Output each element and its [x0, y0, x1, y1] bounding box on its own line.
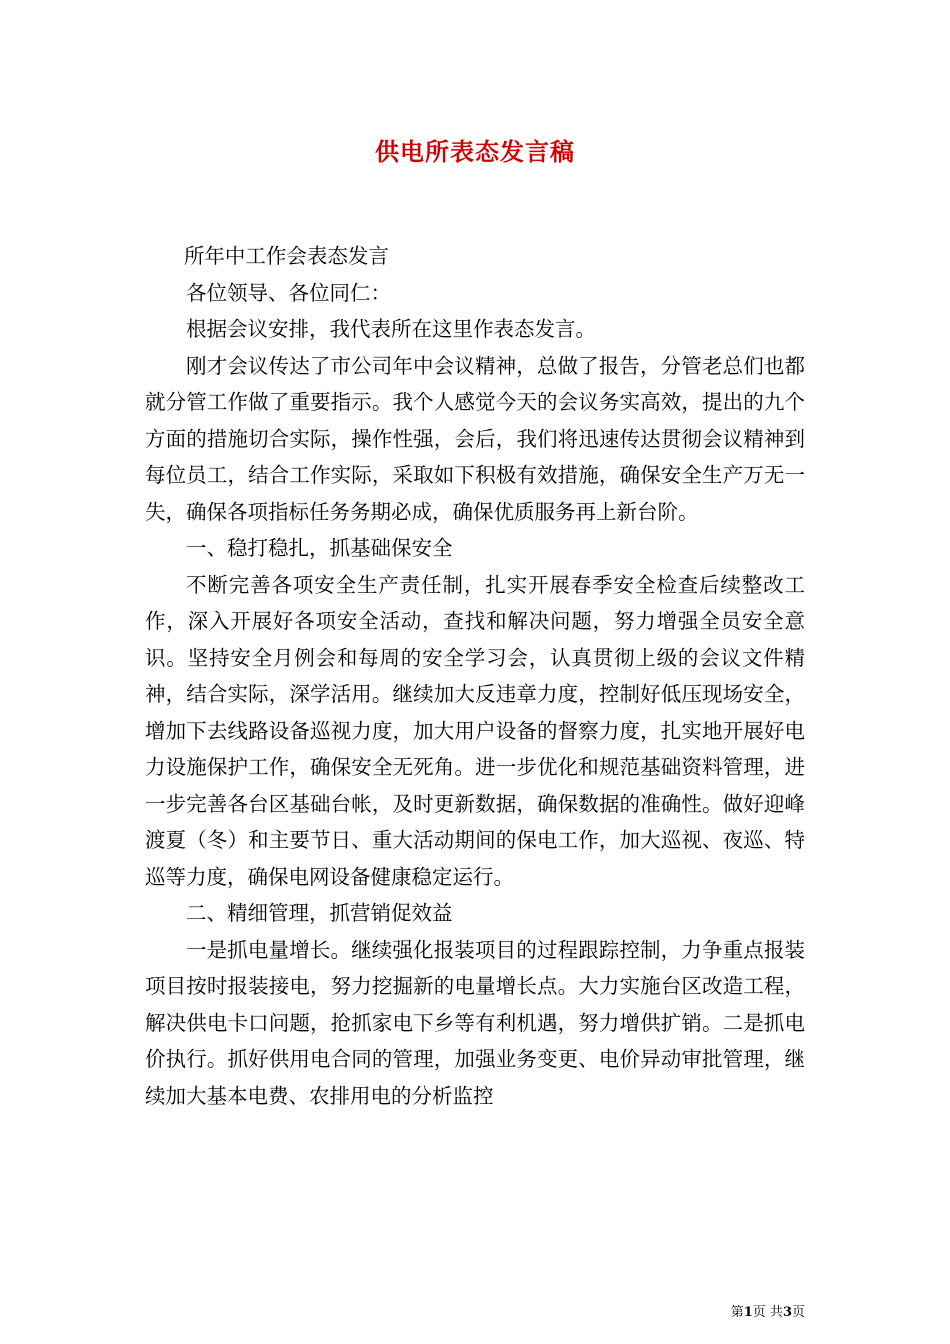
footer-total-pages: 3: [782, 1305, 792, 1320]
paragraph-salutation: 各位领导、各位同仁：: [186, 280, 391, 305]
paragraph-heading: 所年中工作会表态发言: [183, 244, 389, 268]
document-body: [145, 238, 805, 1114]
paragraph-intro: 根据会议安排，我代表所在这里作表态发言。: [186, 317, 596, 341]
paragraph-marketing: 一是抓电量增长。继续强化报装项目的过程跟踪控制，力争重点报装项目按时报装接电，努力挖掘新的电量增长点。大力实施台区改造工程，解决供电卡口问题，抢抓家电下乡等有利机遇，努力增供扩销。二是抓电价执行。抓好供用电合同的管理，加强业务变更、电价异动审批管理，继续加大基本电费、农排用电的分析监控: [145, 937, 805, 1108]
footer-prefix: 第: [730, 1305, 744, 1320]
footer-middle: 页 共: [752, 1305, 783, 1320]
paragraph-safety: 不断完善各项安全生产责任制，扎实开展春季安全检查后续整改工作，深入开展好各项安全活动，查找和解决问题，努力增强全员安全意识。坚持安全月例会和每周的安全学习会，认真贯彻上级的会议文件精神，结合实际，深学活用。继续加大反违章力度，控制好低压现场安全，增加下去线路设备巡视力度，加大用户设备的督察力度，扎实地开展好电力设施保护工作，确保安全无死角。进一步优化和规范基础资料管理，进一步完善各台区基础台帐，及时更新数据，确保数据的准确性。做好迎峰渡夏（冬）和主要节日、重大活动期间的保电工作，加大巡视、夜巡、特巡等力度，确保电网设备健康稳定运行。: [145, 572, 805, 889]
page-footer: [731, 1301, 805, 1320]
document-title: 供电所表态发言稿: [375, 137, 575, 166]
paragraph-summary: 刚才会议传达了市公司年中会议精神，总做了报告，分管老总们也都就分管工作做了重要指示。我个人感觉今天的会议务实高效，提出的九个方面的措施切合实际，操作性强，会后，我们将迅速传达贯彻会议精神到每位员工，结合工作实际，采取如下积极有效措施，确保安全生产万无一失，确保各项指标任务务期必成，确保优质服务再上新台阶。: [145, 353, 805, 524]
section-heading-2: 二、精细管理，抓营销促效益: [186, 901, 453, 925]
footer-current-page: 1: [743, 1305, 753, 1320]
footer-suffix: 页: [791, 1305, 805, 1320]
section-heading-1: 一、稳打稳扎，抓基础保安全: [186, 536, 453, 560]
